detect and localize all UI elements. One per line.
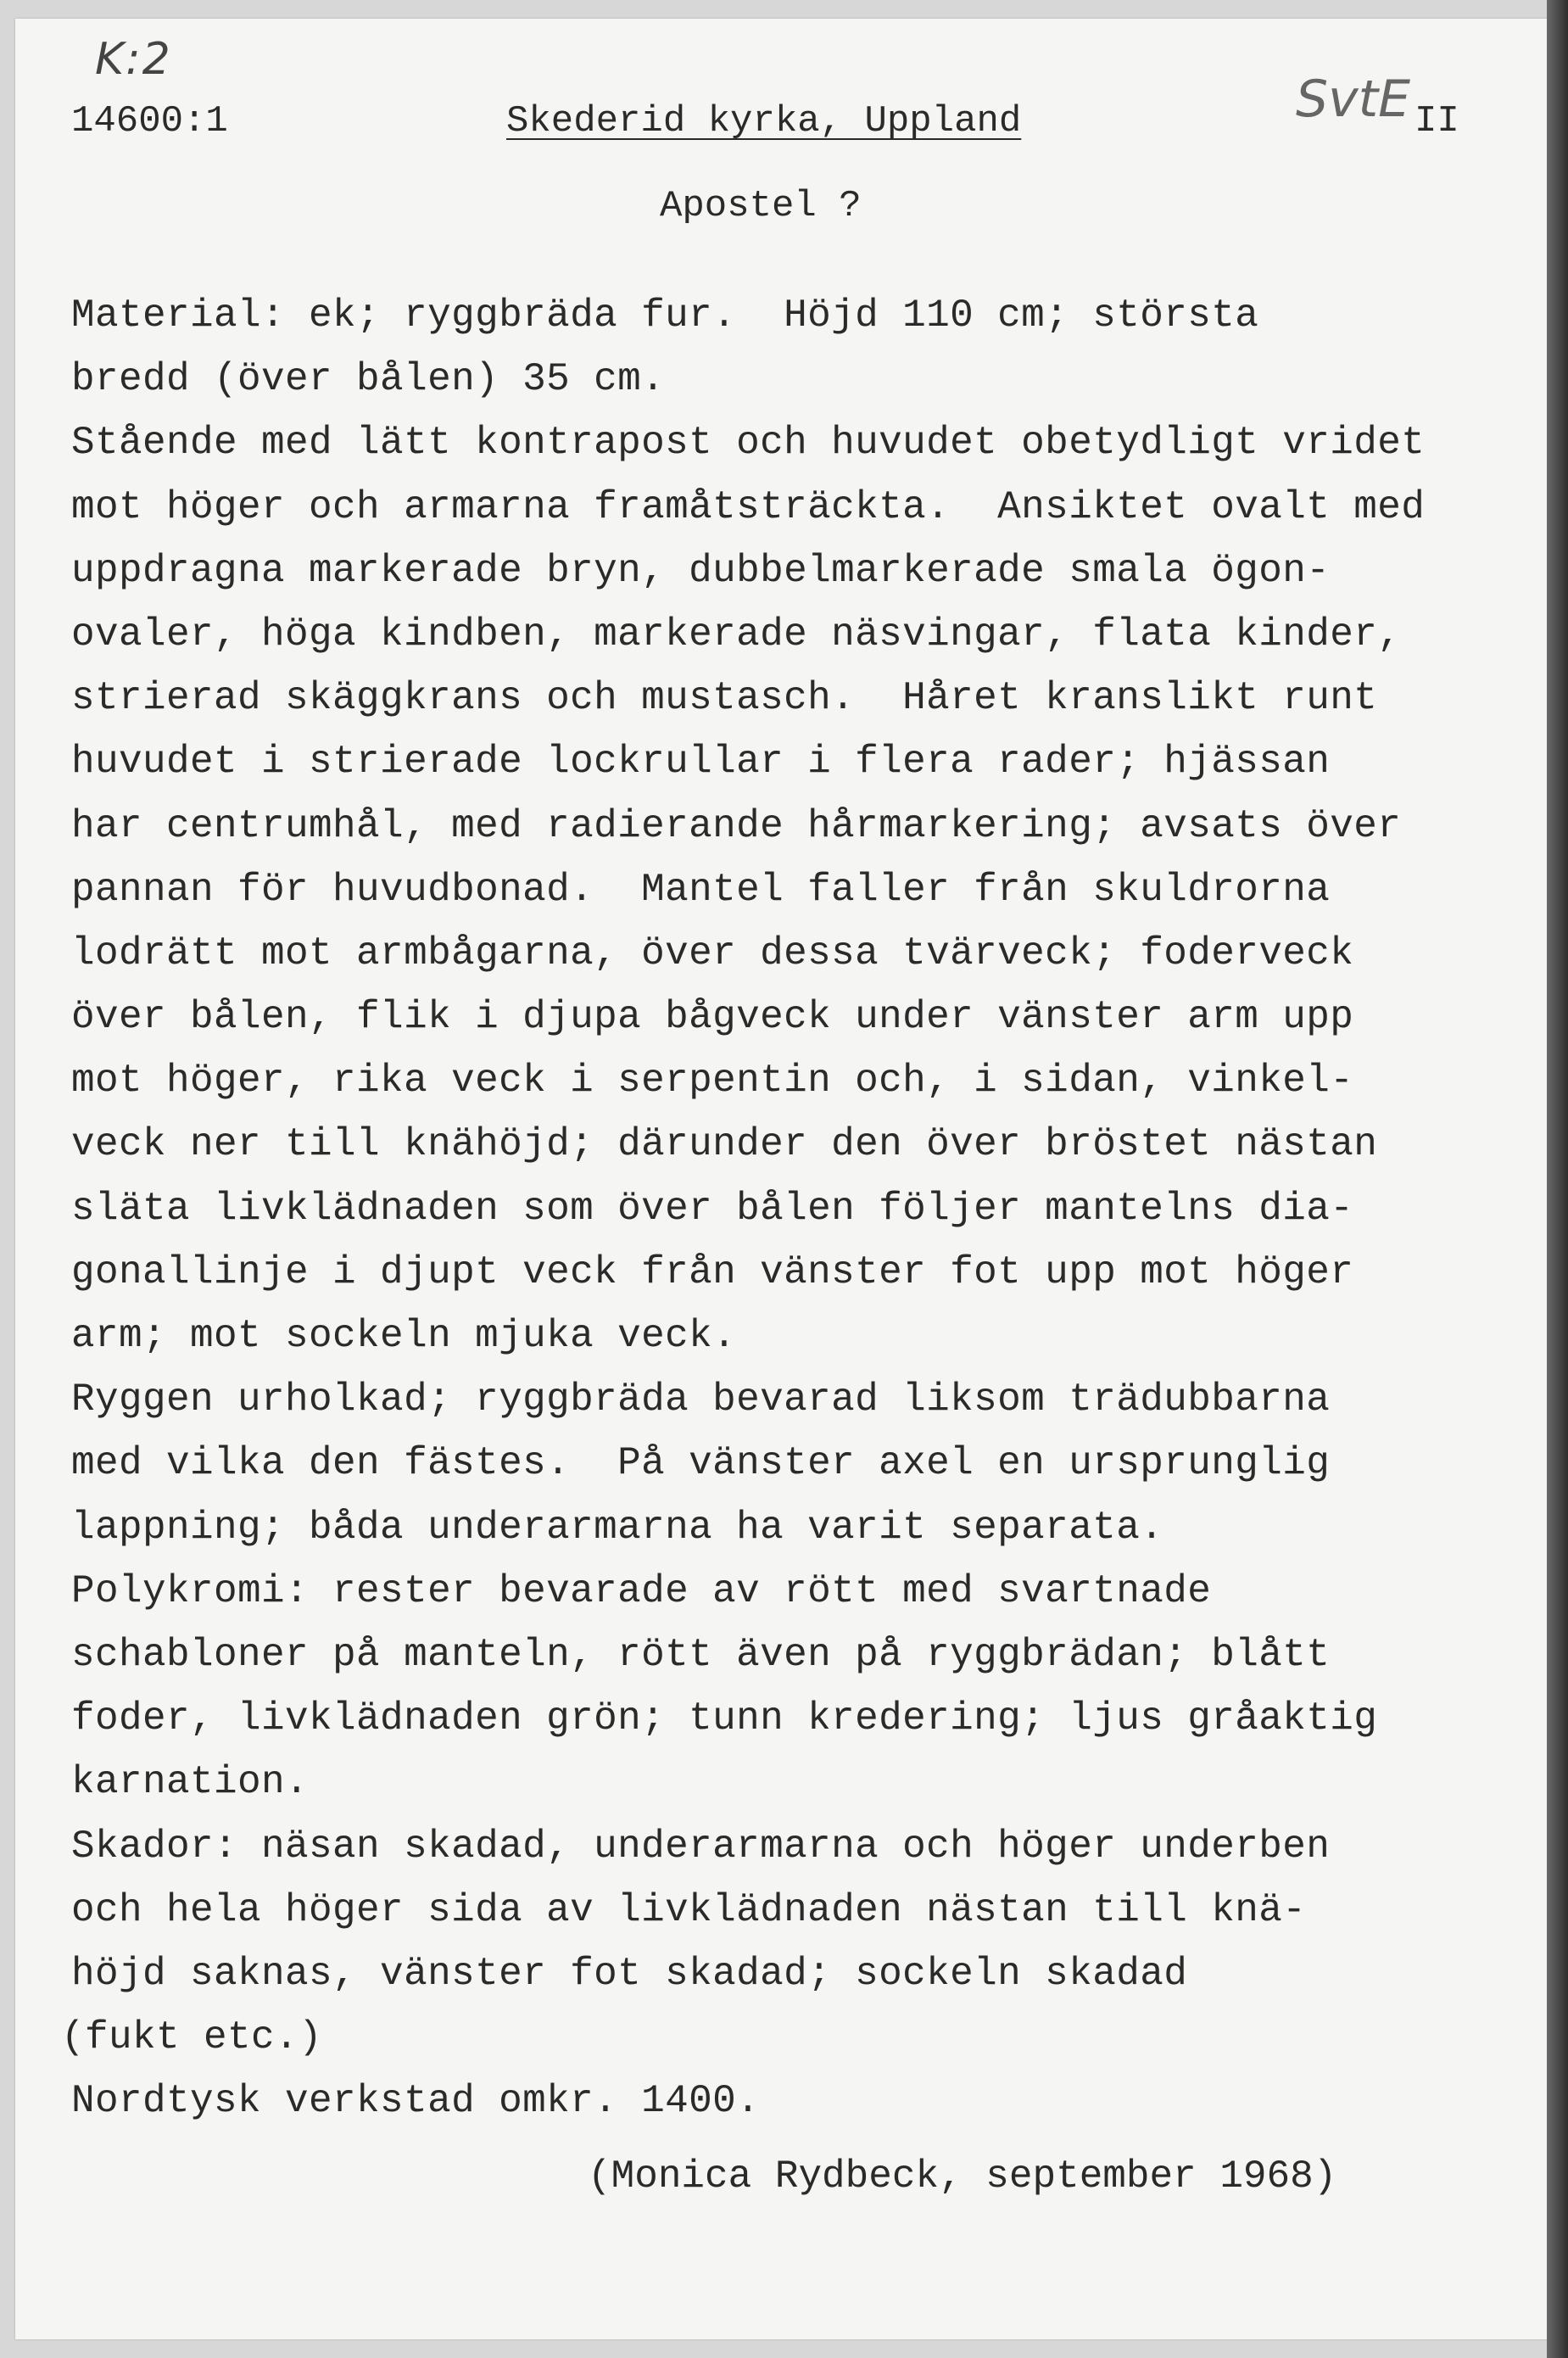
inventory-number: 14600:1: [71, 100, 228, 142]
text-line: veck ner till knähöjd; därunder den över bröstet nästan: [71, 1122, 1378, 1167]
text-line: med vilka den fästes. På vänster axel en ursprunglig: [71, 1441, 1331, 1486]
handwritten-reference: K:2: [95, 34, 172, 85]
author-signature: (Monica Rydbeck, september 1968): [588, 2154, 1337, 2199]
text-line: Ryggen urholkad; ryggbräda bevarad liksom trädubbarna: [71, 1377, 1331, 1422]
text-line: schabloner på manteln, rött även på ryggbrädan; blått: [71, 1632, 1331, 1677]
description-body: [61, 284, 1547, 2133]
text-line: karnation.: [71, 1760, 310, 1805]
text-line: gonallinje i djupt veck från vänster fot upp mot höger: [71, 1249, 1354, 1294]
text-line: strierad skäggkrans och mustasch. Håret kranslikt runt: [71, 676, 1378, 721]
text-line: (fukt etc.): [61, 2015, 323, 2060]
text-line: Material: ek; ryggbräda fur. Höjd 110 cm; största: [71, 293, 1259, 338]
section-number: II: [1415, 100, 1459, 142]
location-title: Skederid kyrka, Uppland: [506, 100, 1022, 142]
text-line: bredd (över bålen) 35 cm.: [71, 357, 666, 402]
text-line: lodrätt mot armbågarna, över dessa tvärveck; foderveck: [71, 930, 1354, 975]
text-line: uppdragna markerade bryn, dubbelmarkerade smala ögon-: [71, 548, 1331, 593]
text-line: ovaler, höga kindben, markerade näsvingar, flata kinder,: [71, 612, 1402, 657]
text-line: huvudet i strierade lockrullar i flera rader; hjässan: [71, 740, 1331, 785]
handwritten-code: SvtE: [1296, 70, 1411, 129]
text-line: foder, livklädnaden grön; tunn kredering; ljus gråaktig: [71, 1696, 1378, 1741]
text-line: Skador: näsan skadad, underarmarna och höger underben: [71, 1824, 1331, 1869]
text-line: Stående med lätt kontrapost och huvudet obetydligt vridet: [71, 421, 1426, 466]
text-line: arm; mot sockeln mjuka veck.: [71, 1314, 737, 1358]
text-line: över bålen, flik i djupa bågveck under vänster arm upp: [71, 995, 1354, 1040]
object-subtitle: Apostel ?: [660, 185, 862, 227]
text-line: och hela höger sida av livklädnaden nästan till knä-: [71, 1887, 1307, 1932]
text-line: lappning; båda underarmarna ha varit separata.: [71, 1505, 1164, 1550]
text-line: Polykromi: rester bevarade av rött med svartnade: [71, 1568, 1212, 1613]
text-line: har centrumhål, med radierande hårmarkering; avsats över: [71, 803, 1402, 848]
text-line: pannan för huvudbonad. Mantel faller från skuldrorna: [71, 867, 1331, 912]
text-line: mot höger, rika veck i serpentin och, i sidan, vinkel-: [71, 1059, 1354, 1104]
text-line: höjd saknas, vänster fot skadad; sockeln skadad: [71, 1951, 1188, 1996]
text-line: Nordtysk verkstad omkr. 1400.: [71, 2079, 761, 2124]
text-line: mot höger och armarna framåtsträckta. Ansiktet ovalt med: [71, 484, 1426, 529]
text-line: släta livklädnaden som över bålen följer mantelns dia-: [71, 1186, 1354, 1231]
card-edge-shadow: [1547, 0, 1568, 2358]
